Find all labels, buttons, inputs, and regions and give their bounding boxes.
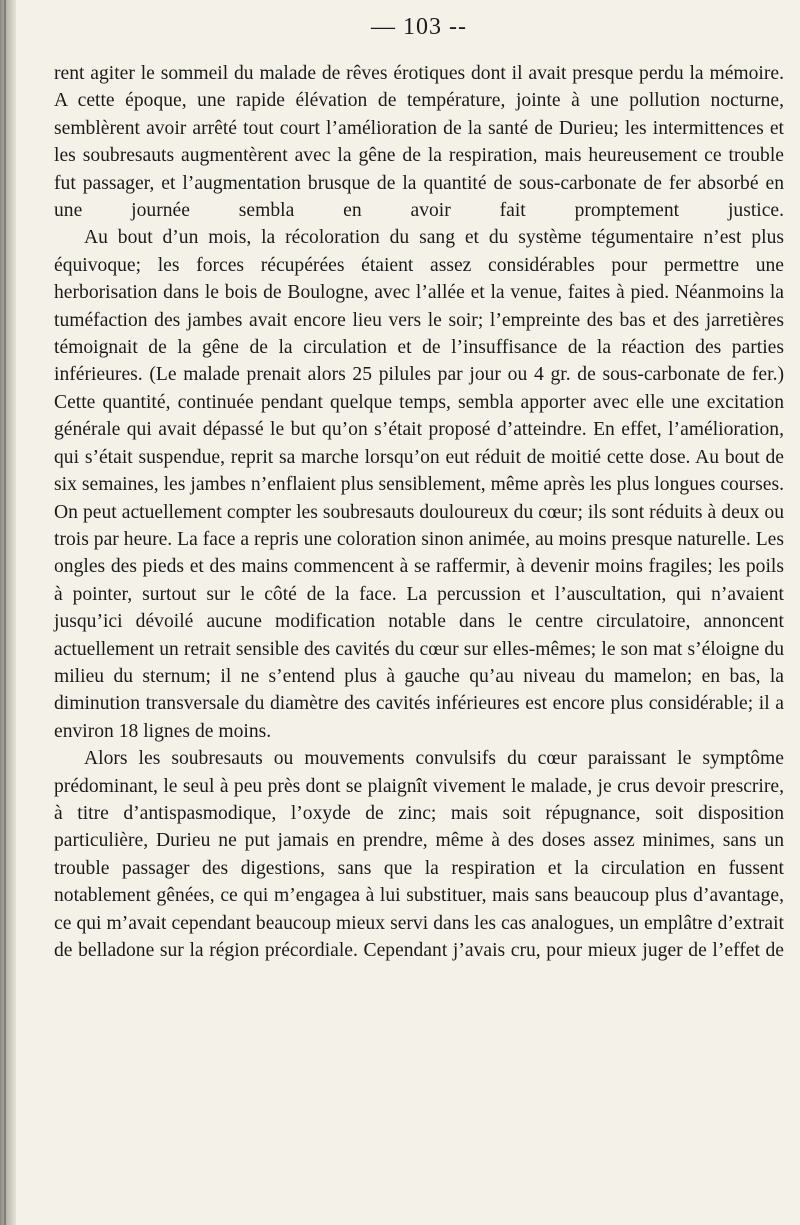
paragraph-2: Au bout d’un mois, la récoloration du sang et du système tégumentaire n’est plus équivoque; les forces récupérées étaient assez considérables pour permettre une herborisation dans le bois de Boulogne, avec l’allée et la venue, faites à pied. Néanmoins la tuméfaction des jambes avait encore lieu vers le soir; l’empreinte des bas et des jarretières témoignait de la gêne de la circulation et de l’insuffisance de la réaction des parties inférieures. (Le malade prenait alors 25 pilules par jour ou 4 gr. de sous-carbonate de fer.) Cette quantité, continuée pendant quelque temps, sembla apporter avec elle une excitation générale qui avait dépassé le but qu’on s’était proposé d’atteindre. En effet, l’amélioration, qui s’était suspendue, reprit sa marche lorsqu’on eut réduit de moitié cette dose. Au bout de six semaines, les jambes n’enflaient plus sensiblement, même après les plus longues courses. On peut actuellement compter les soubresauts douloureux du cœur; ils sont réduits à deux ou trois par heure. La face a repris une coloration sinon animée, au moins presque naturelle. Les ongles des pieds et des mains commencent à se raffermir, à devenir moins fragiles; les poils à pointer, surtout sur le côté de la face. La percussion et l’auscultation, qui n’avaient jusqu’ici dévoilé aucune modification notable dans le centre circulatoire, annoncent actuellement un retrait sensible des cavités du cœur sur elles-mêmes; le son mat s’éloigne du milieu du sternum; il ne s’entend plus à gauche qu’au niveau du mamelon; en bas, la diminution transversale du diamètre des cavités inférieures est encore plus considérable; il a environ 18 lignes de moins. (54, 227, 784, 742)
paragraph-3: Alors les soubresauts ou mouvements convulsifs du cœur paraissant le symptôme prédominant, le seul à peu près dont se plaignît vivement le malade, je crus devoir prescrire, à titre d’antispasmodique, l’oxyde de zinc; mais soit répugnance, soit disposition particulière, Durieu ne put jamais en prendre, même à des doses assez minimes, sans un trouble passager des digestions, sans que la respiration et la circulation en fussent notablement gênées, ce qui m’engagea à lui substituer, mais sans beaucoup plus d’avantage, ce qui m’avait cependant beaucoup mieux servi dans les cas analogues, un emplâtre d’extrait de belladone sur la région précordiale. Cependant j’avais cru, pour mieux juger de l’effet de (54, 748, 784, 961)
page-number: — 103 -- (371, 14, 467, 40)
binding-gutter (0, 0, 16, 1225)
book-page (54, 10, 784, 964)
paragraph-1: rent agiter le sommeil du malade de rêves érotiques dont il avait presque perdu la mémoire. A cette époque, une rapide élévation de température, jointe à une pollution nocturne, semblèrent avoir arrêté tout court l’amélioration de la santé de Durieu; les intermittences et les soubresauts augmentèrent avec la gêne de la respiration, mais heureusement ce trouble fut passager, et l’augmentation brusque de la quantité de sous-carbonate de fer absorbé en une journée sembla en avoir fait promptement justice. (54, 63, 784, 222)
binding-edge-line (4, 0, 6, 1225)
